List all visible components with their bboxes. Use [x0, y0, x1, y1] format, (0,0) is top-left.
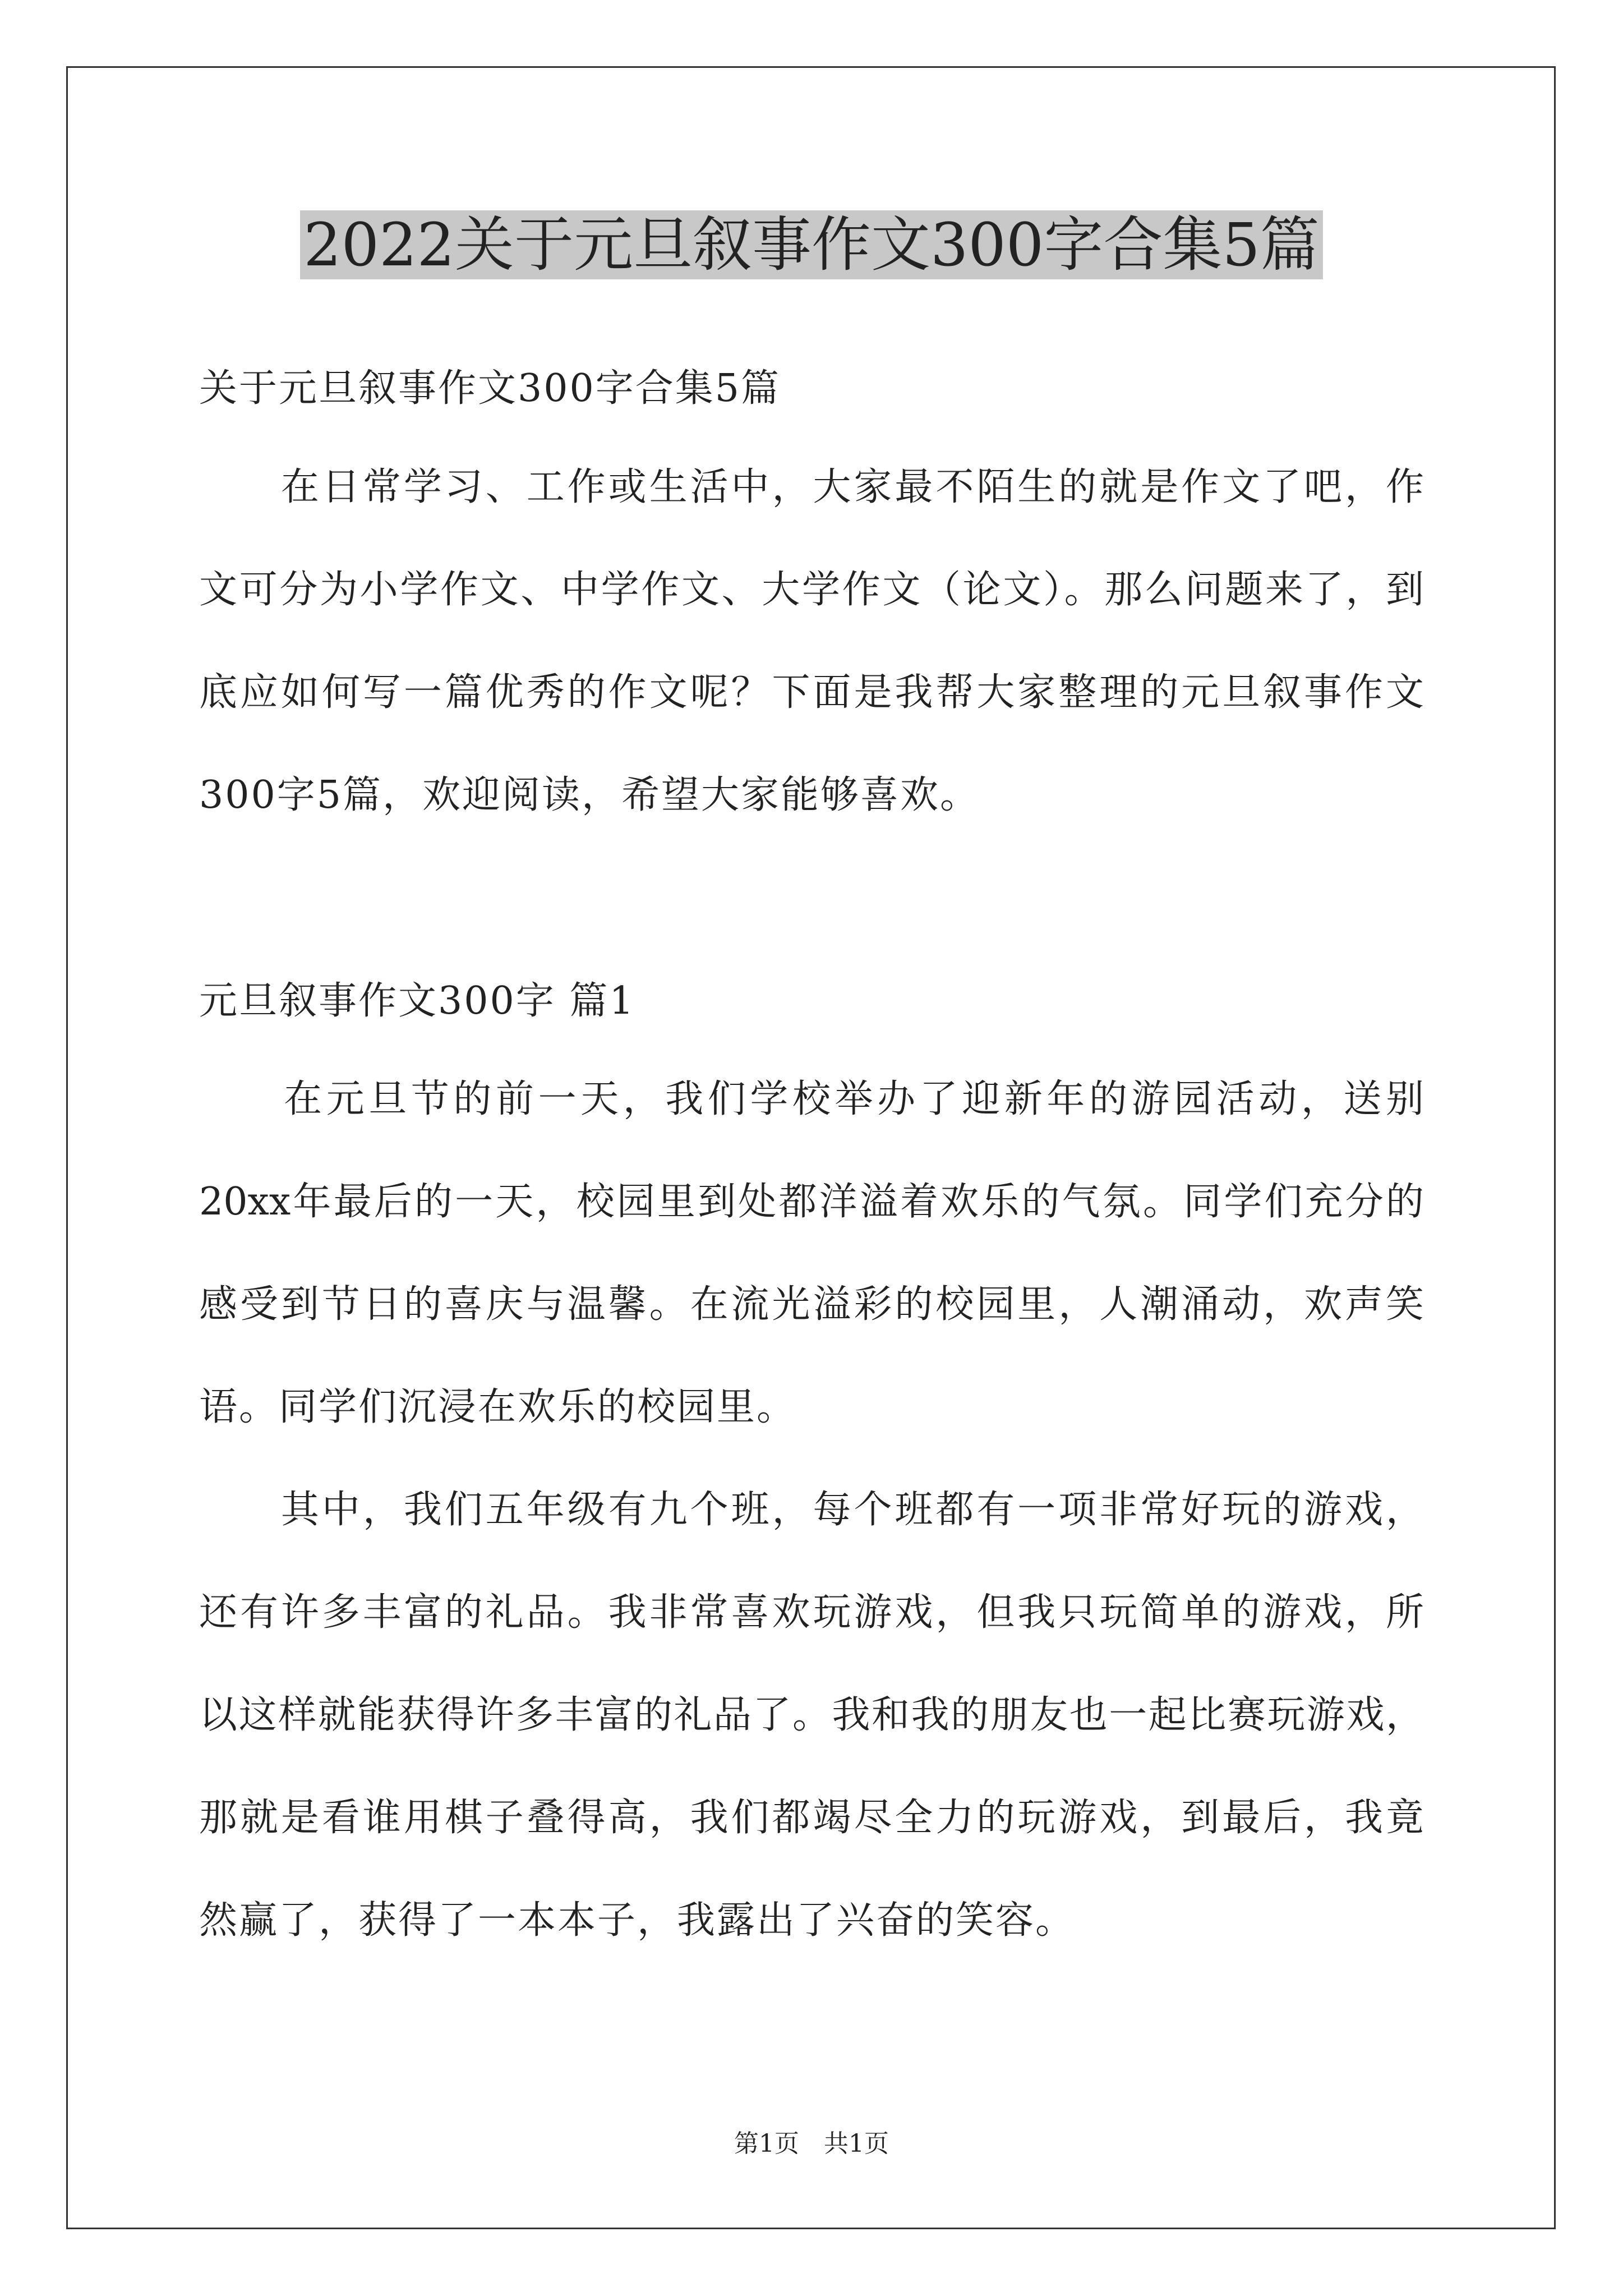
- paragraph-line: 然赢了，获得了一本本子，我露出了兴奋的笑容。: [199, 1898, 1076, 1943]
- paragraph-line: 20xx年最后的一天，校园里到处都洋溢着欢乐的气氛。同学们充分的: [199, 1180, 1424, 1224]
- document-title-text: 2022关于元旦叙事作文300字合集5篇: [300, 210, 1323, 279]
- paragraph-line: 以这样就能获得许多丰富的礼品了。我和我的朋友也一起比赛玩游戏，: [199, 1693, 1424, 1737]
- document-subtitle: 关于元旦叙事作文300字合集5篇: [199, 366, 781, 411]
- paragraph-line: 其中，我们五年级有九个班，每个班都有一项非常好玩的游戏，: [199, 1488, 1424, 1532]
- paragraph-line: 那就是看谁用棋子叠得高，我们都竭尽全力的玩游戏，到最后，我竟: [199, 1796, 1424, 1840]
- intro-line: 在日常学习、工作或生活中，大家最不陌生的就是作文了吧，作: [199, 465, 1424, 509]
- paragraph-line: 还有许多丰富的礼品。我非常喜欢玩游戏，但我只玩简单的游戏，所: [199, 1590, 1424, 1635]
- document-title: [0, 203, 1623, 287]
- paragraph-line: 感受到节日的喜庆与温馨。在流光溢彩的校园里，人潮涌动，欢声笑: [199, 1282, 1424, 1327]
- page-footer: 第1页 共1页: [734, 2129, 889, 2158]
- section-heading: 元旦叙事作文300字 篇1: [199, 979, 635, 1023]
- paragraph-line: 在元旦节的前一天，我们学校举办了迎新年的游园活动，送别: [199, 1077, 1424, 1121]
- intro-line: 底应如何写一篇优秀的作文呢？下面是我帮大家整理的元旦叙事作文: [199, 670, 1424, 715]
- paragraph-line: 语。同学们沉浸在欢乐的校园里。: [199, 1385, 797, 1429]
- intro-line: 300字5篇，欢迎阅读，希望大家能够喜欢。: [199, 773, 980, 817]
- intro-line: 文可分为小学作文、中学作文、大学作文（论文）。那么问题来了，到: [199, 568, 1424, 612]
